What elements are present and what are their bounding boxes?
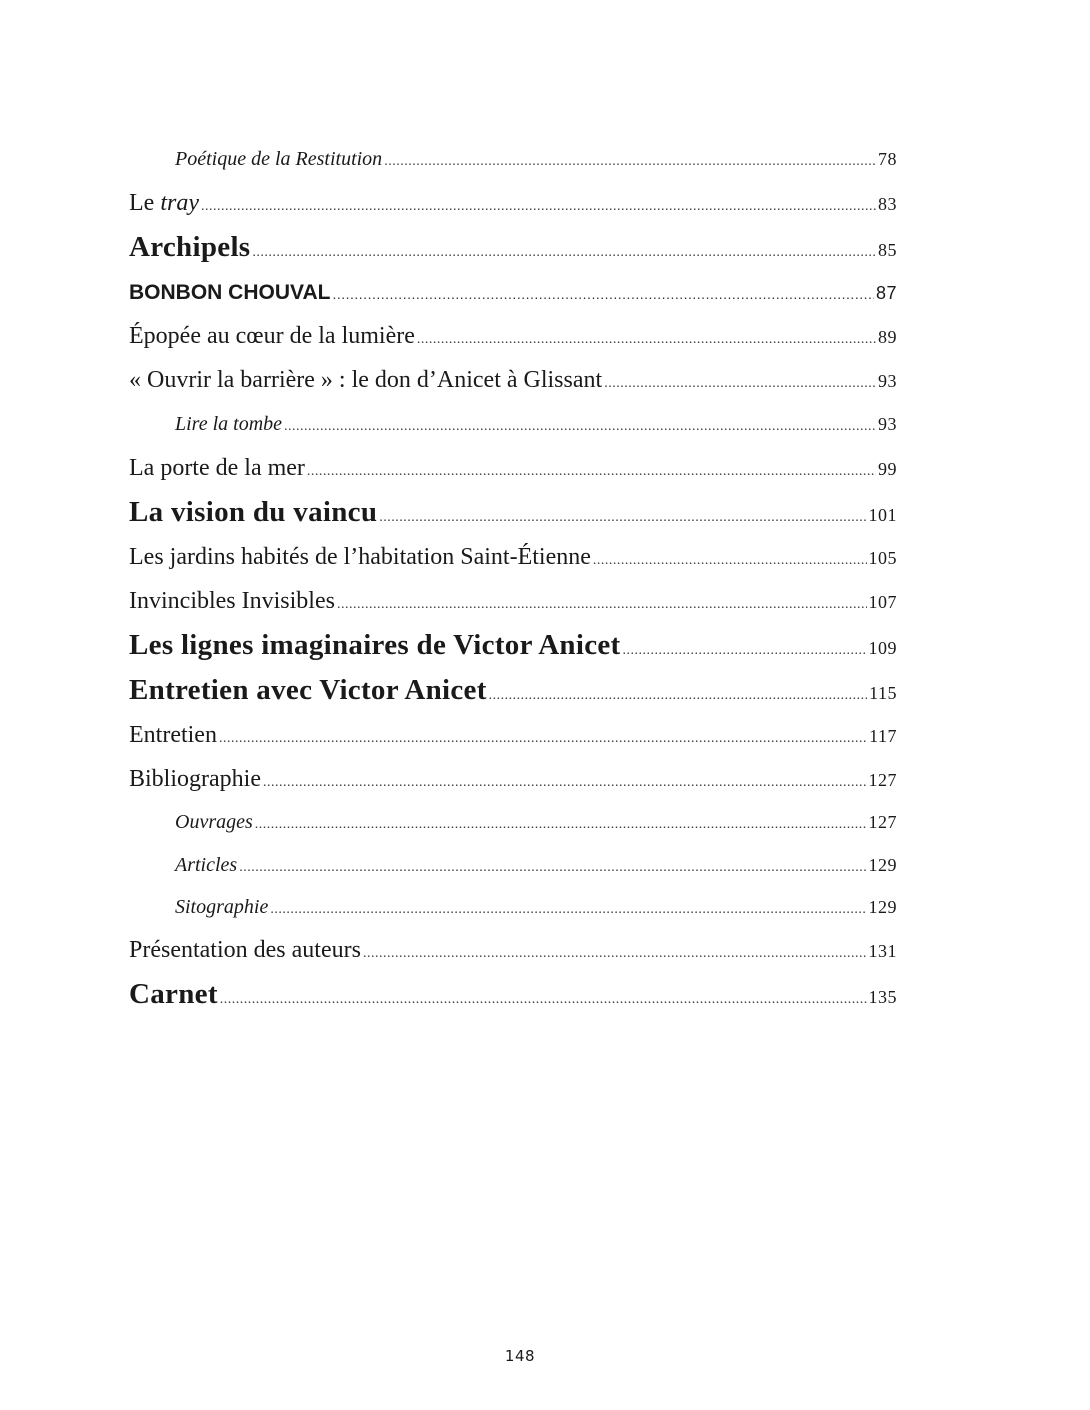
toc-entry-page: 99 — [878, 459, 897, 479]
dot-leader — [593, 553, 867, 569]
dot-leader — [219, 731, 867, 747]
toc-entry-la-vision-du-vaincu[interactable] — [129, 496, 897, 529]
toc-entry-page: 127 — [868, 812, 897, 832]
toc-entry-title: Carnet — [129, 978, 218, 1010]
toc-entry-title: BONBON CHOUVAL — [129, 281, 331, 304]
toc-entry-title: Articles — [175, 854, 238, 876]
toc-entry-title: Bibliographie — [129, 766, 261, 792]
dot-leader — [220, 992, 867, 1008]
toc-entry-title: La porte de la mer — [129, 455, 305, 481]
toc-entry-page: 109 — [868, 638, 897, 658]
dot-leader — [255, 817, 867, 833]
toc-entry-title: Ouvrages — [175, 811, 253, 833]
toc-entry-title: Les lignes imaginaires de Victor Anicet — [129, 629, 621, 661]
toc-entry-title: Sitographie — [175, 896, 269, 918]
toc-entry-page: 93 — [878, 414, 897, 434]
toc-entry-page: 101 — [868, 505, 897, 525]
dot-leader — [284, 419, 876, 435]
toc-entry-sitographie[interactable] — [175, 896, 897, 919]
toc-entry-title: « Ouvrir la barrière » : le don d’Anicet à Glissant — [129, 367, 603, 393]
toc-entry-title — [129, 190, 199, 217]
toc-entry-page: 135 — [868, 987, 897, 1007]
toc-entry-articles[interactable] — [175, 854, 897, 877]
toc-entry-title: Présentation des auteurs — [129, 937, 361, 963]
dot-leader — [379, 510, 866, 526]
toc-entry-bonbon-chouval[interactable] — [129, 281, 897, 305]
toc-entry-ouvrages[interactable] — [175, 811, 897, 834]
toc-entry-page: 105 — [868, 548, 897, 568]
dot-leader — [307, 464, 876, 480]
toc-entry-invincibles-invisibles[interactable] — [129, 588, 897, 615]
toc-entry-page: 93 — [878, 371, 897, 391]
toc-entry-entretien-avec-victor-anicet[interactable] — [129, 674, 897, 707]
toc-entry-bibliographie[interactable] — [129, 766, 897, 793]
dot-leader — [363, 946, 867, 962]
dot-leader — [332, 286, 874, 302]
toc-entry-archipels[interactable] — [129, 231, 897, 264]
toc-entry-page: 83 — [878, 194, 897, 214]
toc-entry-page: 89 — [878, 327, 897, 347]
dot-leader — [623, 643, 867, 659]
dot-leader — [201, 199, 876, 215]
toc-entry-title: Entretien — [129, 722, 217, 748]
toc-entry-le-tray[interactable] — [129, 190, 897, 217]
toc-entry-page: 131 — [868, 941, 897, 961]
dot-leader — [489, 688, 867, 704]
dot-leader — [263, 775, 867, 791]
toc-entry-presentation-des-auteurs[interactable] — [129, 937, 897, 964]
toc-entry-title-prefix: Le — [129, 190, 161, 216]
toc-entry-ouvrir-la-barriere[interactable] — [129, 367, 897, 394]
dot-leader — [604, 376, 876, 392]
toc-entry-title: La vision du vaincu — [129, 496, 378, 528]
toc-entry-carnet[interactable] — [129, 978, 897, 1011]
dot-leader — [270, 902, 866, 918]
dot-leader — [417, 332, 876, 348]
toc-entry-page: 117 — [869, 726, 897, 746]
dot-leader — [337, 597, 867, 613]
toc-entry-epopee[interactable] — [129, 323, 897, 350]
toc-entry-lire-la-tombe[interactable] — [175, 413, 897, 436]
toc-entry-page: 127 — [868, 770, 897, 790]
toc-entry-les-lignes-imaginaires[interactable] — [129, 629, 897, 662]
toc-entry-page: 87 — [875, 283, 897, 303]
toc-entry-page: 78 — [878, 149, 897, 169]
toc-entry-page: 115 — [869, 683, 897, 703]
toc-entry-title: Archipels — [129, 231, 251, 263]
toc-entry-title: Poétique de la Restitution — [175, 148, 383, 170]
toc-entry-title-emphasis: tray — [160, 190, 199, 216]
dot-leader — [252, 245, 876, 261]
toc-entry-title: Les jardins habités de l’habitation Saint-Étienne — [129, 544, 591, 570]
toc-entry-la-porte-de-la-mer[interactable] — [129, 455, 897, 482]
dot-leader — [239, 860, 866, 876]
toc-entry-page: 129 — [868, 897, 897, 917]
toc-entry-title: Invincibles Invisibles — [129, 588, 335, 614]
toc-entry-page: 107 — [868, 592, 897, 612]
toc-entry-page: 129 — [868, 855, 897, 875]
toc-entry-title: Entretien avec Victor Anicet — [129, 674, 487, 706]
toc-entry-title: Lire la tombe — [175, 413, 283, 435]
toc-entry-poetique-restitution[interactable] — [175, 148, 897, 171]
toc-entry-entretien[interactable] — [129, 722, 897, 749]
dot-leader — [384, 154, 876, 170]
toc-entry-page: 85 — [878, 240, 897, 260]
page-number: 148 — [504, 1347, 536, 1365]
toc-entry-les-jardins-habites[interactable] — [129, 544, 897, 571]
toc-entry-title: Épopée au cœur de la lumière — [129, 323, 415, 349]
